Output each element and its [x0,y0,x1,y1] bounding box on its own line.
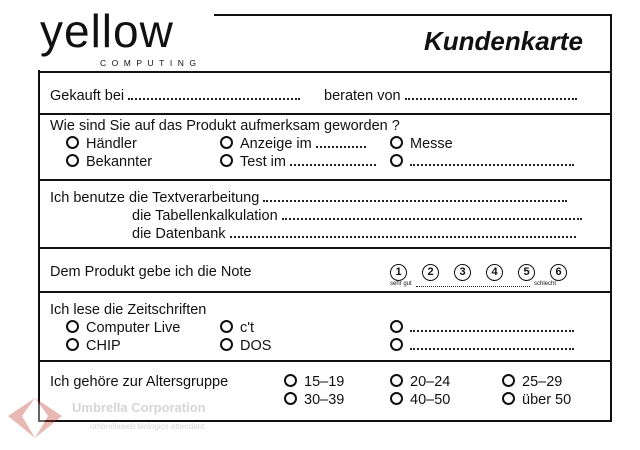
radio-icon[interactable] [390,338,403,351]
grade-circle[interactable]: 6 [550,264,567,281]
logo [36,6,214,70]
radio-icon[interactable] [390,374,403,387]
customer-card [38,14,612,422]
mag-computer-live[interactable]: Computer Live [66,320,180,336]
grade-1[interactable] [390,262,407,281]
database-line[interactable] [230,226,576,238]
grade-6[interactable] [550,262,567,281]
mag-ct[interactable]: c't [220,320,254,336]
bought-at-label: Gekauft bei [50,88,125,104]
age-15-19[interactable]: 15–19 [284,374,344,390]
advised-by-line[interactable] [405,88,577,100]
scale-low: sehr gut [390,281,412,287]
radio-icon[interactable] [390,320,403,333]
umbrella-logo-icon [4,394,66,444]
radio-icon[interactable] [220,338,233,351]
option-other-source[interactable] [390,154,574,170]
radio-icon[interactable] [390,154,403,167]
grade-circle[interactable]: 4 [486,264,503,281]
radio-icon[interactable] [284,374,297,387]
radio-icon[interactable] [390,136,403,149]
scale-high: schlecht [534,281,557,287]
divider [40,291,610,293]
source-question: Wie sind Sie auf das Produkt aufmerksam geworden ? [50,118,400,134]
radio-icon[interactable] [66,338,79,351]
age-20-24[interactable]: 20–24 [390,374,450,390]
option-messe[interactable]: Messe [390,136,453,152]
age-40-50[interactable]: 40–50 [390,392,450,408]
radio-icon[interactable] [502,392,515,405]
radio-icon[interactable] [284,392,297,405]
bought-at-line[interactable] [128,88,300,100]
divider [40,179,610,181]
mag-chip[interactable]: CHIP [66,338,121,354]
option-test[interactable]: Test im [220,154,376,170]
grade-circle[interactable]: 1 [390,264,407,281]
spreadsheet-line[interactable] [282,208,582,220]
grade-4[interactable] [486,262,503,281]
divider [40,247,610,249]
radio-icon[interactable] [502,374,515,387]
scale-line [416,286,530,287]
mag-other-line[interactable] [410,338,574,350]
mag-other-1[interactable] [390,320,574,336]
logo-subtitle: COMPUTING [100,58,202,68]
grade-2[interactable] [422,262,439,281]
magazines-label: Ich lese die Zeitschriften [50,302,207,318]
advised-by-field[interactable] [324,88,577,104]
divider [40,113,610,115]
usage-text[interactable]: Ich benutze die Textverarbeitung [50,190,567,206]
anzeige-line[interactable] [316,136,366,148]
grade-3[interactable] [454,262,471,281]
radio-icon[interactable] [220,154,233,167]
radio-icon[interactable] [220,320,233,333]
age-30-39[interactable]: 30–39 [284,392,344,408]
option-anzeige[interactable]: Anzeige im [220,136,366,152]
usage-line[interactable] [263,190,567,202]
card-title: Kundenkarte [424,26,583,56]
divider [40,360,610,362]
advised-by-label: beraten von [324,88,401,104]
radio-icon[interactable] [66,136,79,149]
mag-dos[interactable]: DOS [220,338,271,354]
test-line[interactable] [290,154,376,166]
age-label: Ich gehöre zur Altersgruppe [50,374,229,390]
watermark-line2: umbrellaweb biologics attendant [90,422,205,431]
usage-database[interactable]: die Datenbank [132,226,576,242]
grade-circle[interactable]: 3 [454,264,471,281]
option-haendler[interactable]: Händler [66,136,137,152]
watermark-line1: Umbrella Corporation [72,400,206,415]
option-bekannter[interactable]: Bekannter [66,154,152,170]
radio-icon[interactable] [220,136,233,149]
grade-circle[interactable]: 5 [518,264,535,281]
bought-at-field[interactable] [50,88,300,104]
watermark [0,392,220,450]
usage-spreadsheet[interactable]: die Tabellenkalkulation [132,208,582,224]
radio-icon[interactable] [66,320,79,333]
grade-5[interactable] [518,262,535,281]
rating-label: Dem Produkt gebe ich die Note [50,264,252,280]
other-source-line[interactable] [410,154,574,166]
age-ueber-50[interactable]: über 50 [502,392,571,408]
grade-circle[interactable]: 2 [422,264,439,281]
mag-other-2[interactable] [390,338,574,354]
age-25-29[interactable]: 25–29 [502,374,562,390]
divider [40,71,610,73]
radio-icon[interactable] [390,392,403,405]
mag-other-line[interactable] [410,320,574,332]
radio-icon[interactable] [66,154,79,167]
logo-wordmark: yellow [40,5,174,57]
